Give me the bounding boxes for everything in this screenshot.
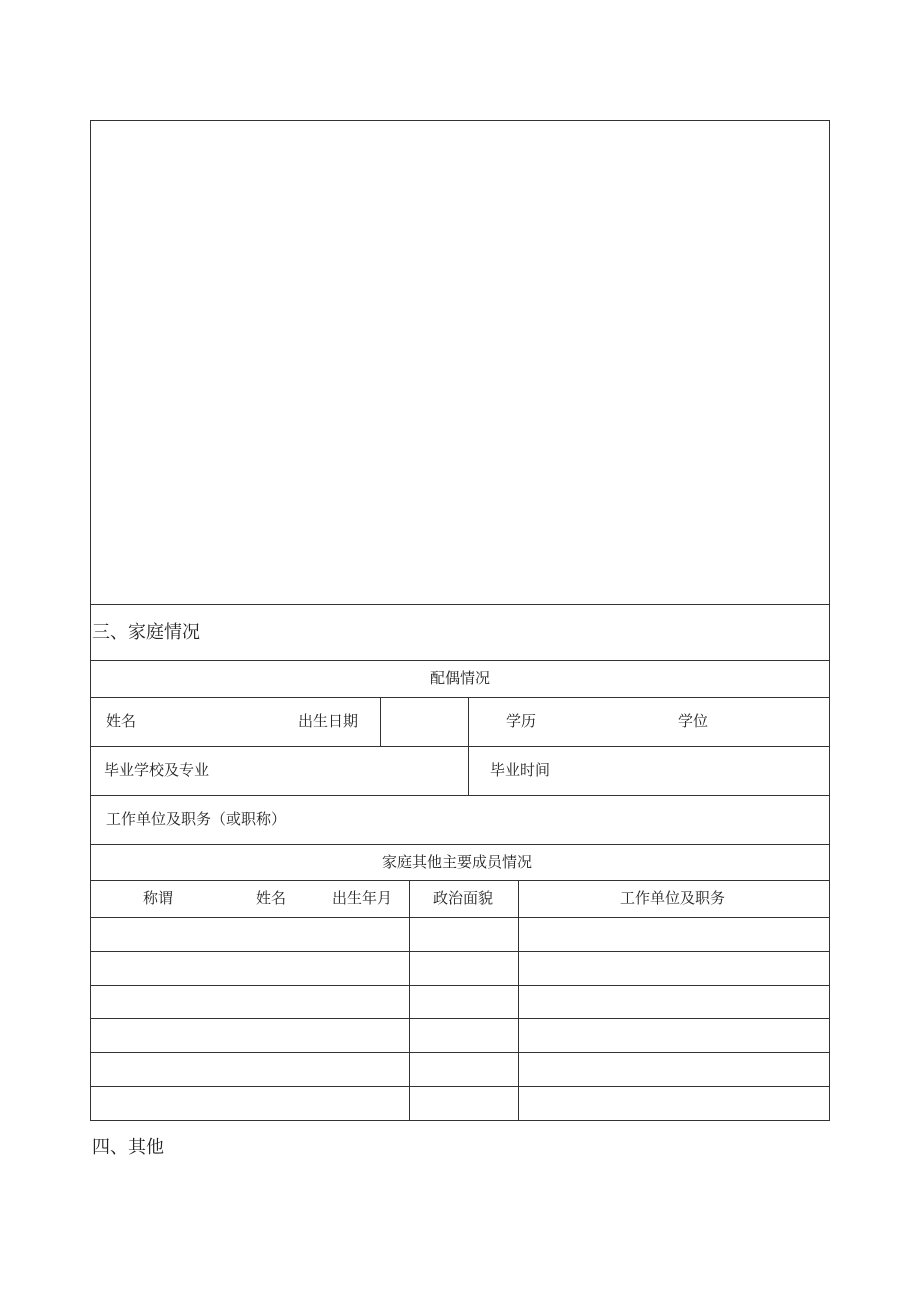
col-divider [380, 697, 381, 746]
table-row [91, 986, 829, 1018]
cell-political-status[interactable] [410, 1087, 518, 1120]
table-row [91, 1019, 829, 1052]
spouse-birthdate-input[interactable] [382, 700, 466, 744]
column-header-work-unit: 工作单位及职务 [620, 889, 726, 907]
spouse-work-unit-label: 工作单位及职务（或职称） [106, 810, 287, 828]
cell-work-unit[interactable] [519, 918, 829, 951]
column-header-political-status: 政治面貌 [433, 889, 494, 907]
cell-political-status[interactable] [410, 1019, 518, 1052]
row-divider [90, 880, 830, 881]
col-divider [468, 697, 469, 795]
table-row [91, 952, 829, 985]
spouse-education-input[interactable] [540, 700, 670, 744]
cell-relation-name-birth[interactable] [91, 1053, 409, 1086]
cell-political-status[interactable] [410, 986, 518, 1018]
row-divider [90, 604, 830, 605]
family-section-header: 家庭其他主要成员情况 [382, 853, 533, 871]
table-row [91, 1053, 829, 1086]
row-divider [90, 697, 830, 698]
cell-work-unit[interactable] [519, 1087, 829, 1120]
spouse-degree-label: 学位 [678, 712, 709, 730]
spouse-work-unit-input[interactable] [300, 798, 826, 842]
spouse-name-input[interactable] [140, 700, 290, 744]
spouse-birthdate-label: 出生日期 [298, 712, 359, 730]
cell-work-unit[interactable] [519, 1019, 829, 1052]
cell-relation-name-birth[interactable] [91, 986, 409, 1018]
row-divider [90, 746, 830, 747]
section-title-other: 四、其他 [92, 1137, 164, 1158]
cell-relation-name-birth[interactable] [91, 1087, 409, 1120]
table-row [91, 918, 829, 951]
spouse-school-major-label: 毕业学校及专业 [104, 761, 210, 779]
spouse-degree-input[interactable] [712, 700, 827, 744]
spouse-name-label: 姓名 [106, 712, 137, 730]
cell-relation-name-birth[interactable] [91, 918, 409, 951]
spouse-school-major-input[interactable] [220, 749, 465, 793]
previous-section-blank-area[interactable] [91, 121, 829, 604]
table-row [91, 1087, 829, 1120]
column-header-birth-month: 出生年月 [332, 889, 393, 907]
row-divider [90, 660, 830, 661]
cell-relation-name-birth[interactable] [91, 952, 409, 985]
column-header-relation: 称谓 [143, 889, 174, 907]
cell-work-unit[interactable] [519, 952, 829, 985]
cell-political-status[interactable] [410, 952, 518, 985]
row-divider [90, 844, 830, 845]
table-border-bottom [90, 1120, 830, 1121]
spouse-graduation-time-input[interactable] [556, 749, 826, 793]
section-title-family: 三、家庭情况 [92, 622, 200, 643]
table-border-right [829, 120, 830, 1121]
column-header-name: 姓名 [256, 889, 287, 907]
cell-work-unit[interactable] [519, 1053, 829, 1086]
cell-work-unit[interactable] [519, 986, 829, 1018]
row-divider [90, 795, 830, 796]
cell-political-status[interactable] [410, 1053, 518, 1086]
spouse-section-header: 配偶情况 [430, 669, 491, 687]
cell-relation-name-birth[interactable] [91, 1019, 409, 1052]
cell-political-status[interactable] [410, 918, 518, 951]
spouse-graduation-time-label: 毕业时间 [490, 761, 551, 779]
spouse-education-label: 学历 [506, 712, 537, 730]
